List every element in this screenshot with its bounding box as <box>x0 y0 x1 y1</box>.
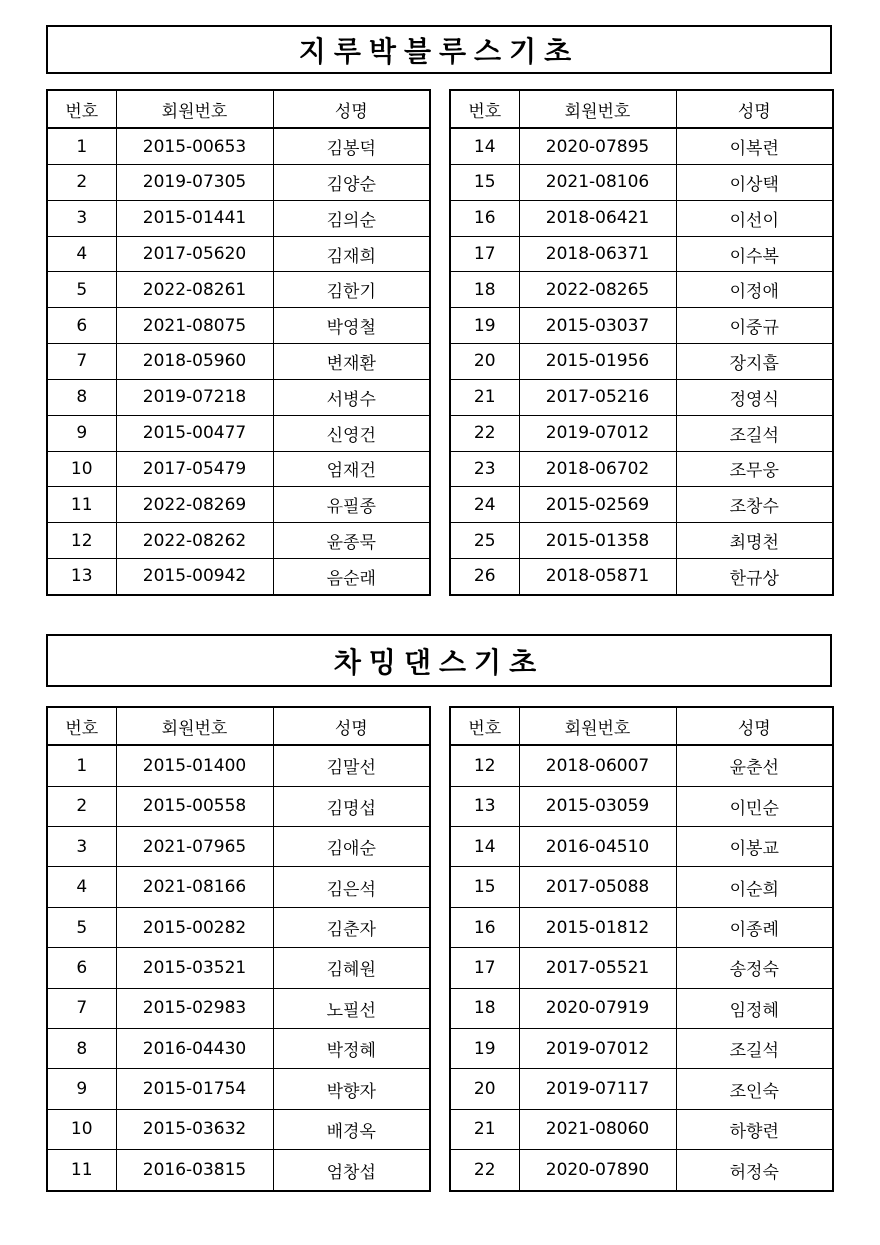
cell-number: 13 <box>450 786 519 826</box>
cell-member-id: 2018-05960 <box>116 344 273 380</box>
cell-name: 엄창섭 <box>273 1150 430 1191</box>
cell-name: 조길석 <box>676 415 833 451</box>
cell-name: 최명천 <box>676 523 833 559</box>
cell-name: 김말선 <box>273 745 430 786</box>
cell-member-id: 2017-05521 <box>519 948 676 988</box>
cell-number: 3 <box>47 200 116 236</box>
cell-member-id: 2016-04430 <box>116 1029 273 1069</box>
cell-number: 8 <box>47 1029 116 1069</box>
cell-member-id: 2015-02983 <box>116 988 273 1028</box>
table-row <box>47 379 430 415</box>
cell-member-id: 2015-01400 <box>116 745 273 786</box>
table-row <box>450 745 833 786</box>
table-row <box>47 1029 430 1069</box>
cell-number: 10 <box>47 1109 116 1149</box>
cell-member-id: 2015-00653 <box>116 128 273 165</box>
cell-name: 박향자 <box>273 1069 430 1109</box>
cell-number: 8 <box>47 379 116 415</box>
table-row <box>47 487 430 523</box>
section-title-charming-dance: 차밍댄스기초 <box>46 634 832 687</box>
cell-number: 9 <box>47 1069 116 1109</box>
table-row <box>450 415 833 451</box>
cell-name: 노필선 <box>273 988 430 1028</box>
table-row <box>47 907 430 947</box>
table-row <box>450 308 833 344</box>
cell-member-id: 2015-00942 <box>116 558 273 595</box>
cell-member-id: 2015-00477 <box>116 415 273 451</box>
header-name: 성명 <box>273 707 430 745</box>
table-row <box>47 558 430 595</box>
cell-number: 20 <box>450 344 519 380</box>
cell-member-id: 2019-07012 <box>519 1029 676 1069</box>
table-row <box>450 128 833 165</box>
table-row <box>450 1069 833 1109</box>
cell-member-id: 2015-03632 <box>116 1109 273 1149</box>
cell-name: 서병수 <box>273 379 430 415</box>
cell-name: 김한기 <box>273 272 430 308</box>
cell-member-id: 2015-00282 <box>116 907 273 947</box>
cell-name: 조창수 <box>676 487 833 523</box>
cell-name: 유필종 <box>273 487 430 523</box>
cell-name: 정영식 <box>676 379 833 415</box>
cell-number: 24 <box>450 487 519 523</box>
header-name: 성명 <box>273 90 430 128</box>
cell-number: 2 <box>47 165 116 201</box>
cell-member-id: 2018-06371 <box>519 236 676 272</box>
cell-number: 11 <box>47 1150 116 1191</box>
cell-name: 김양순 <box>273 165 430 201</box>
cell-member-id: 2022-08269 <box>116 487 273 523</box>
cell-member-id: 2021-08166 <box>116 867 273 907</box>
table-row <box>450 948 833 988</box>
cell-member-id: 2015-00558 <box>116 786 273 826</box>
table-row <box>47 988 430 1028</box>
cell-name: 김봉덕 <box>273 128 430 165</box>
cell-member-id: 2016-04510 <box>519 827 676 867</box>
cell-name: 임정혜 <box>676 988 833 1028</box>
table-row <box>47 1150 430 1191</box>
cell-number: 26 <box>450 558 519 595</box>
table-row <box>450 1109 833 1149</box>
cell-number: 18 <box>450 988 519 1028</box>
cell-member-id: 2015-02569 <box>519 487 676 523</box>
cell-name: 엄재건 <box>273 451 430 487</box>
table-row <box>450 1150 833 1191</box>
table-row <box>47 1069 430 1109</box>
cell-number: 17 <box>450 236 519 272</box>
table-row <box>450 786 833 826</box>
cell-number: 21 <box>450 1109 519 1149</box>
table-row <box>47 236 430 272</box>
section-title-jirubak: 지루박블루스기초 <box>46 25 832 74</box>
cell-name: 한규상 <box>676 558 833 595</box>
cell-name: 장지흡 <box>676 344 833 380</box>
table-row <box>47 948 430 988</box>
table-row <box>450 344 833 380</box>
cell-member-id: 2018-06702 <box>519 451 676 487</box>
cell-member-id: 2018-06421 <box>519 200 676 236</box>
cell-name: 이선이 <box>676 200 833 236</box>
header-name: 성명 <box>676 90 833 128</box>
cell-number: 21 <box>450 379 519 415</box>
cell-name: 조길석 <box>676 1029 833 1069</box>
table-row <box>47 165 430 201</box>
table-row <box>47 128 430 165</box>
table-row <box>47 867 430 907</box>
table-row <box>450 379 833 415</box>
cell-member-id: 2019-07012 <box>519 415 676 451</box>
header-number: 번호 <box>47 707 116 745</box>
table-row <box>450 988 833 1028</box>
cell-name: 이상택 <box>676 165 833 201</box>
cell-member-id: 2015-03037 <box>519 308 676 344</box>
cell-member-id: 2017-05216 <box>519 379 676 415</box>
cell-name: 김명섭 <box>273 786 430 826</box>
cell-member-id: 2020-07895 <box>519 128 676 165</box>
cell-name: 배경옥 <box>273 1109 430 1149</box>
cell-name: 김은석 <box>273 867 430 907</box>
cell-member-id: 2017-05620 <box>116 236 273 272</box>
cell-number: 6 <box>47 948 116 988</box>
cell-number: 9 <box>47 415 116 451</box>
cell-member-id: 2019-07305 <box>116 165 273 201</box>
table-row <box>450 1029 833 1069</box>
table-row <box>47 827 430 867</box>
table-row <box>47 786 430 826</box>
header-member-id: 회원번호 <box>116 707 273 745</box>
cell-number: 11 <box>47 487 116 523</box>
header-member-id: 회원번호 <box>519 90 676 128</box>
cell-member-id: 2017-05088 <box>519 867 676 907</box>
table-row <box>47 308 430 344</box>
table-row <box>47 523 430 559</box>
cell-number: 5 <box>47 907 116 947</box>
table-row <box>47 451 430 487</box>
cell-name: 박정혜 <box>273 1029 430 1069</box>
cell-number: 15 <box>450 165 519 201</box>
cell-member-id: 2022-08262 <box>116 523 273 559</box>
cell-name: 김춘자 <box>273 907 430 947</box>
cell-number: 7 <box>47 988 116 1028</box>
header-row <box>450 90 833 128</box>
table-row <box>450 451 833 487</box>
cell-member-id: 2015-03059 <box>519 786 676 826</box>
cell-member-id: 2017-05479 <box>116 451 273 487</box>
cell-member-id: 2015-01956 <box>519 344 676 380</box>
cell-member-id: 2015-01812 <box>519 907 676 947</box>
cell-name: 허정숙 <box>676 1150 833 1191</box>
cell-member-id: 2021-07965 <box>116 827 273 867</box>
cell-number: 1 <box>47 128 116 165</box>
table-row <box>47 200 430 236</box>
header-row <box>47 707 430 745</box>
cell-number: 14 <box>450 827 519 867</box>
cell-number: 5 <box>47 272 116 308</box>
cell-name: 김재희 <box>273 236 430 272</box>
cell-number: 2 <box>47 786 116 826</box>
cell-name: 김혜원 <box>273 948 430 988</box>
cell-number: 19 <box>450 1029 519 1069</box>
cell-number: 20 <box>450 1069 519 1109</box>
cell-number: 18 <box>450 272 519 308</box>
cell-number: 3 <box>47 827 116 867</box>
cell-name: 이정애 <box>676 272 833 308</box>
cell-member-id: 2016-03815 <box>116 1150 273 1191</box>
cell-number: 1 <box>47 745 116 786</box>
header-member-id: 회원번호 <box>116 90 273 128</box>
cell-number: 4 <box>47 236 116 272</box>
header-name: 성명 <box>676 707 833 745</box>
cell-number: 12 <box>450 745 519 786</box>
cell-number: 16 <box>450 907 519 947</box>
table-row <box>47 1109 430 1149</box>
cell-name: 이중규 <box>676 308 833 344</box>
cell-member-id: 2015-03521 <box>116 948 273 988</box>
table-row <box>450 523 833 559</box>
table-row <box>450 200 833 236</box>
cell-name: 하향련 <box>676 1109 833 1149</box>
cell-name: 이수복 <box>676 236 833 272</box>
cell-number: 23 <box>450 451 519 487</box>
cell-number: 10 <box>47 451 116 487</box>
cell-member-id: 2018-06007 <box>519 745 676 786</box>
cell-number: 4 <box>47 867 116 907</box>
cell-number: 17 <box>450 948 519 988</box>
cell-name: 이민순 <box>676 786 833 826</box>
cell-number: 7 <box>47 344 116 380</box>
cell-number: 15 <box>450 867 519 907</box>
cell-member-id: 2020-07890 <box>519 1150 676 1191</box>
table-row <box>450 867 833 907</box>
cell-name: 조무웅 <box>676 451 833 487</box>
table-row <box>450 907 833 947</box>
cell-number: 6 <box>47 308 116 344</box>
table-row <box>47 344 430 380</box>
cell-number: 25 <box>450 523 519 559</box>
table-row <box>450 272 833 308</box>
cell-member-id: 2015-01441 <box>116 200 273 236</box>
cell-number: 12 <box>47 523 116 559</box>
cell-number: 13 <box>47 558 116 595</box>
table-row <box>450 827 833 867</box>
cell-name: 음순래 <box>273 558 430 595</box>
cell-name: 변재환 <box>273 344 430 380</box>
jirubak-roster-right <box>449 89 834 596</box>
cell-name: 이종례 <box>676 907 833 947</box>
cell-name: 윤춘선 <box>676 745 833 786</box>
cell-number: 19 <box>450 308 519 344</box>
header-number: 번호 <box>47 90 116 128</box>
table-row <box>47 415 430 451</box>
cell-name: 조인숙 <box>676 1069 833 1109</box>
cell-name: 박영철 <box>273 308 430 344</box>
table-row <box>450 236 833 272</box>
cell-member-id: 2018-05871 <box>519 558 676 595</box>
header-member-id: 회원번호 <box>519 707 676 745</box>
cell-number: 22 <box>450 415 519 451</box>
table-row <box>47 272 430 308</box>
cell-name: 윤종묵 <box>273 523 430 559</box>
cell-member-id: 2021-08060 <box>519 1109 676 1149</box>
table-row <box>450 165 833 201</box>
cell-name: 이봉교 <box>676 827 833 867</box>
cell-member-id: 2021-08075 <box>116 308 273 344</box>
header-row <box>450 707 833 745</box>
table-row <box>47 745 430 786</box>
cell-name: 송정숙 <box>676 948 833 988</box>
header-number: 번호 <box>450 90 519 128</box>
cell-number: 14 <box>450 128 519 165</box>
header-row <box>47 90 430 128</box>
cell-member-id: 2022-08265 <box>519 272 676 308</box>
cell-name: 이복련 <box>676 128 833 165</box>
charming-roster-left <box>46 706 431 1192</box>
cell-name: 김애순 <box>273 827 430 867</box>
charming-roster-right <box>449 706 834 1192</box>
cell-name: 신영건 <box>273 415 430 451</box>
table-row <box>450 487 833 523</box>
cell-member-id: 2019-07117 <box>519 1069 676 1109</box>
jirubak-roster-left <box>46 89 431 596</box>
cell-number: 16 <box>450 200 519 236</box>
cell-member-id: 2015-01754 <box>116 1069 273 1109</box>
cell-member-id: 2020-07919 <box>519 988 676 1028</box>
cell-member-id: 2022-08261 <box>116 272 273 308</box>
cell-member-id: 2019-07218 <box>116 379 273 415</box>
cell-member-id: 2015-01358 <box>519 523 676 559</box>
cell-number: 22 <box>450 1150 519 1191</box>
cell-name: 김의순 <box>273 200 430 236</box>
cell-member-id: 2021-08106 <box>519 165 676 201</box>
header-number: 번호 <box>450 707 519 745</box>
cell-name: 이순희 <box>676 867 833 907</box>
table-row <box>450 558 833 595</box>
